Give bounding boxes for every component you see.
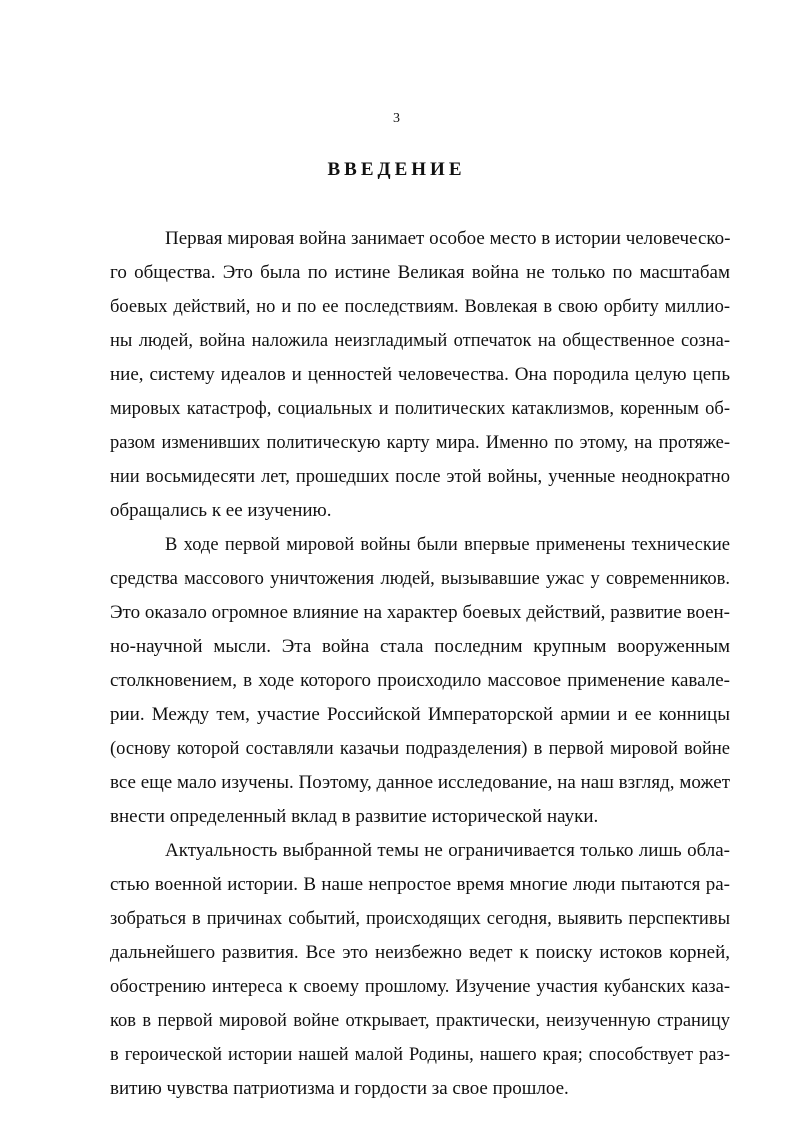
- text-line: Актуальность выбранной темы не ограничивается только лишь обла-: [165, 840, 730, 861]
- text-line: но-научной мысли. Эта война стала последним крупным вооруженным: [110, 636, 730, 657]
- text-line: стью военной истории. В наше непростое время многие люди пытаются ра-: [110, 874, 730, 895]
- text-line: (основу которой составляли казачьи подразделения) в первой мировой войне: [110, 739, 730, 759]
- section-heading: ВВЕДЕНИЕ: [327, 159, 466, 180]
- text-line: ние, систему идеалов и ценностей человечества. Она породила целую цепь: [110, 364, 730, 385]
- text-line: столкновением, в ходе которого происходило массовое применение кавале-: [110, 670, 730, 691]
- text-line: ков в первой мировой войне открывает, практически, неизученную страницу: [110, 1011, 730, 1031]
- text-line: все еще мало изучены. Поэтому, данное исследование, на наш взгляд, может: [110, 772, 730, 793]
- text-line: рии. Между тем, участие Российской Императорской армии и ее конницы: [110, 704, 730, 725]
- text-line: мировых катастроф, социальных и политических катаклизмов, коренным об-: [110, 399, 730, 419]
- text-line: обострению интереса к своему прошлому. Изучение участия кубанских каза-: [110, 977, 730, 997]
- page-number: 3: [393, 111, 400, 126]
- text-line: в героической истории нашей малой Родины, нашего края; способствует раз-: [110, 1045, 730, 1065]
- text-line: Это оказало огромное влияние на характер боевых действий, развитие воен-: [110, 602, 730, 623]
- text-line: обращались к ее изучению.: [110, 500, 332, 521]
- text-line: го общества. Это была по истине Великая война не только по масштабам: [110, 262, 730, 283]
- text-line: боевых действий, но и по ее последствиям. Вовлекая в свою орбиту миллио-: [110, 297, 730, 317]
- text-line: В ходе первой мировой войны были впервые применены технические: [165, 535, 730, 555]
- text-line: зобраться в причинах событий, происходящих сегодня, выявить перспективы: [110, 909, 730, 929]
- text-line: дальнейшего развития. Все это неизбежно ведет к поиску истоков корней,: [110, 942, 730, 963]
- text-line: внести определенный вклад в развитие исторической науки.: [110, 806, 599, 827]
- text-line: витию чувства патриотизма и гордости за свое прошлое.: [110, 1078, 569, 1099]
- text-line: ны людей, война наложила неизгладимый отпечаток на общественное созна-: [110, 331, 730, 351]
- text-line: разом изменивших политическую карту мира. Именно по этому, на протяже-: [110, 433, 730, 453]
- text-line: средства массового уничтожения людей, вызывавшие ужас у современников.: [110, 569, 730, 589]
- text-line: Первая мировая война занимает особое место в истории человеческо-: [165, 228, 730, 249]
- text-line: нии восьмидесяти лет, прошедших после этой войны, ученные неоднократно: [110, 467, 730, 487]
